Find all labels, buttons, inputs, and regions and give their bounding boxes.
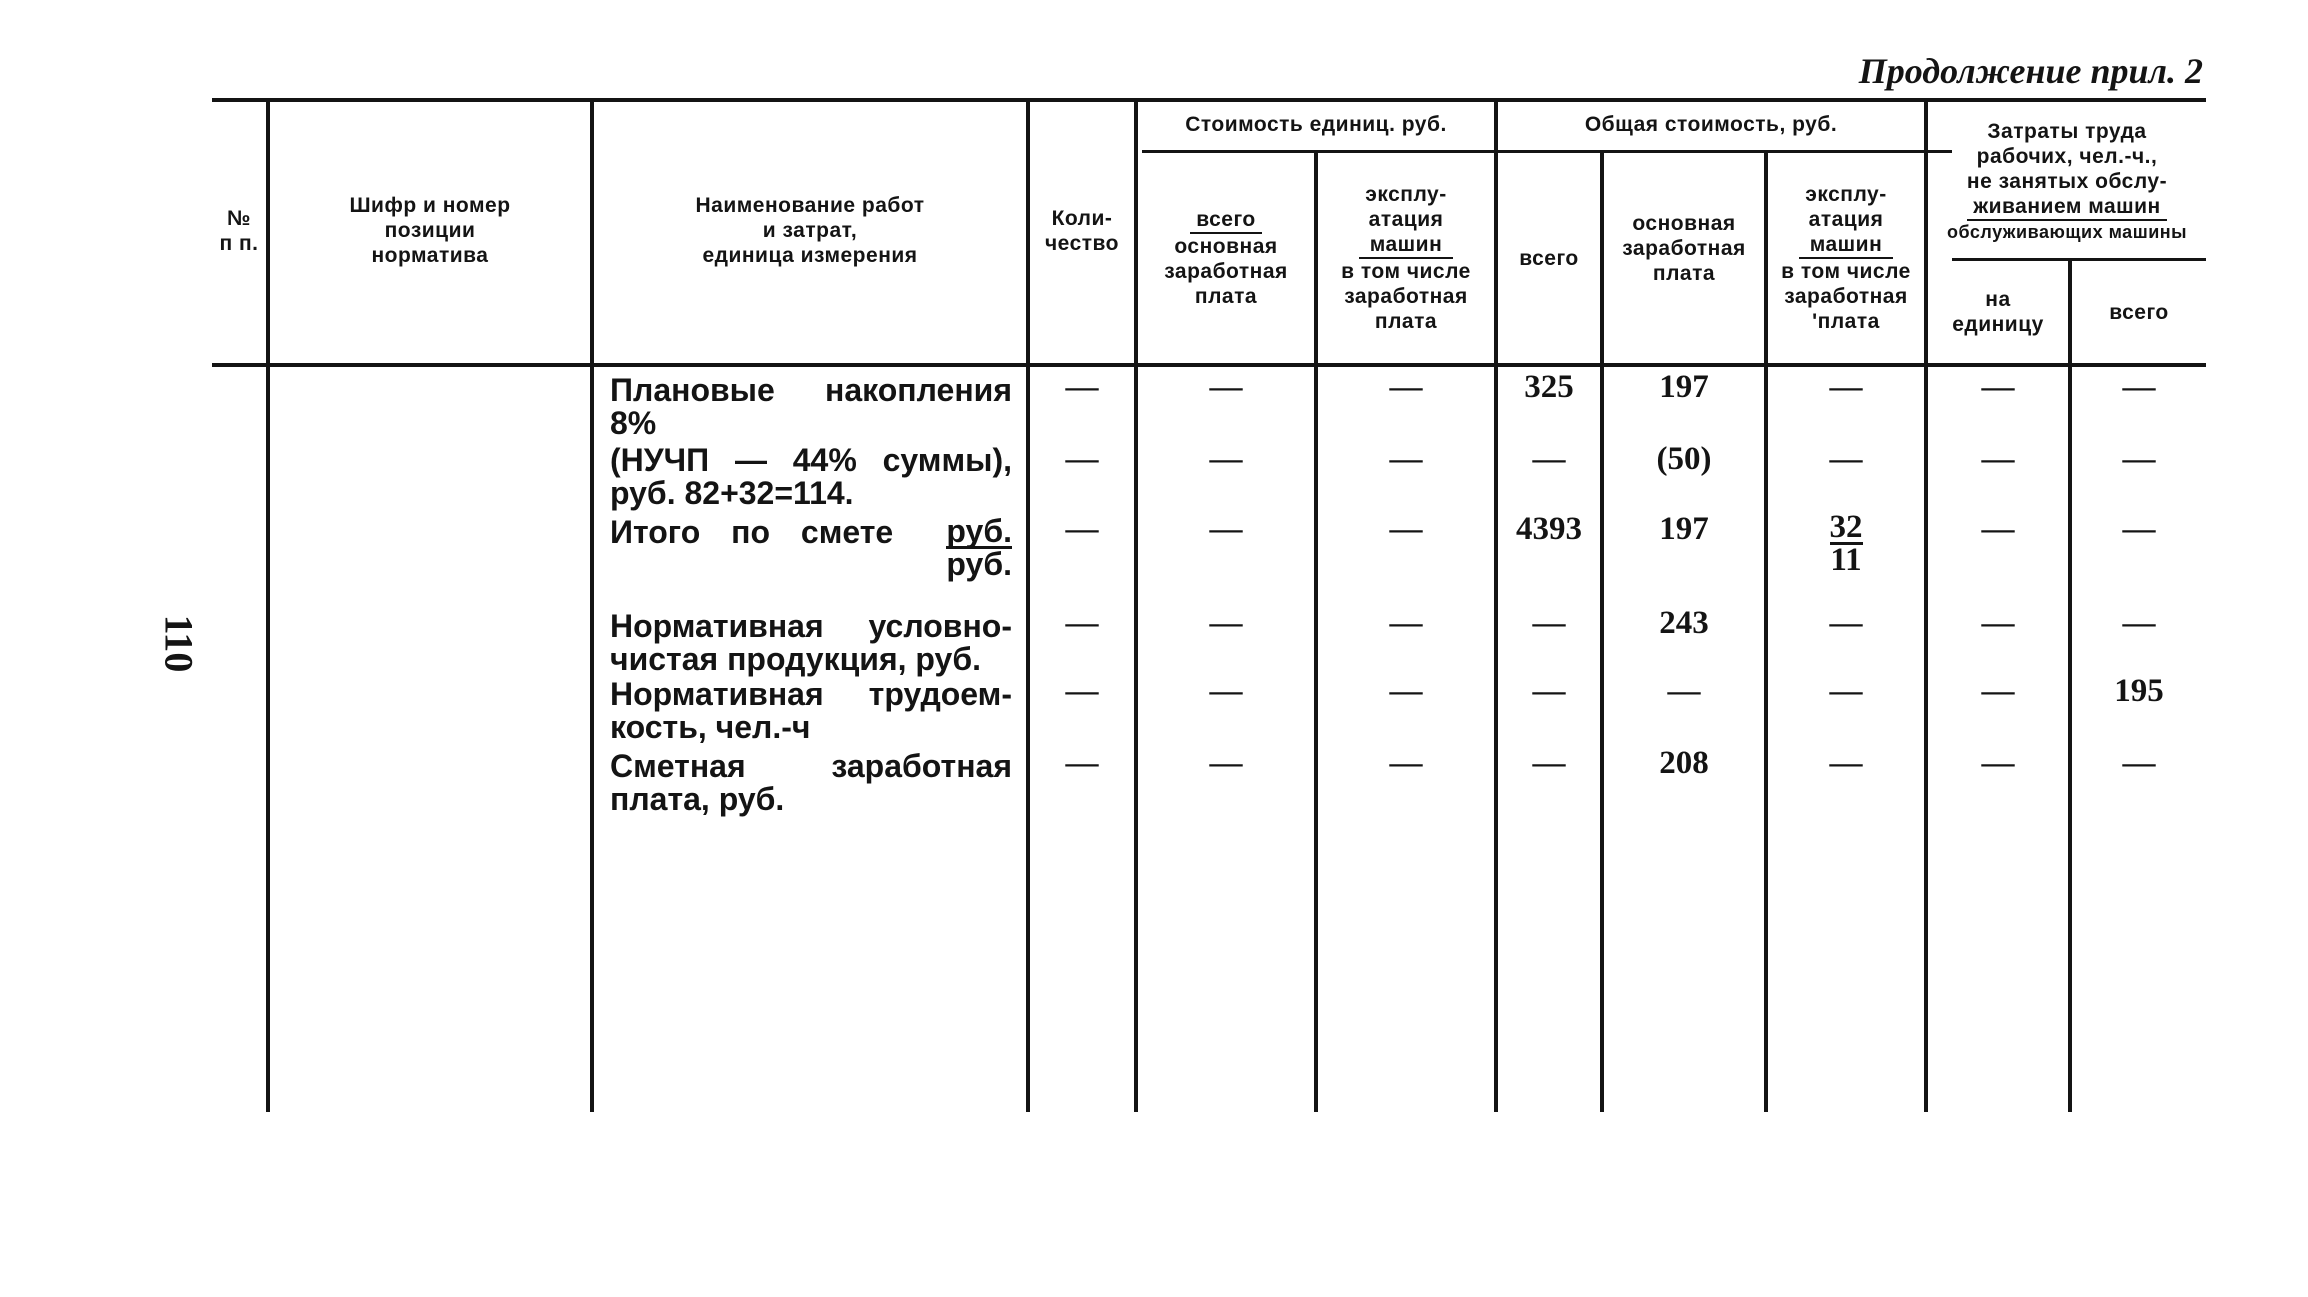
cell-qty: — [1065,511,1099,547]
header-unit-total [1138,153,1314,363]
cell-labor-all: 195 [2114,673,2164,709]
row-description-fraction-bottom: руб. [946,546,1012,582]
row-description: Сметная заработная плата, руб. [610,748,1012,817]
header-unit-cost-group: Стоимость единиц. руб. [1185,112,1447,136]
row-description: Плановые накопления 8% [610,372,1012,441]
cell-unit-machines: — [1389,745,1423,781]
header-labor-all: всего [2109,300,2169,324]
cell-total-machines-fraction [1829,509,1863,578]
estimate-table [212,98,2206,1112]
cell-total-wage: — [1667,673,1701,709]
cell-total-all: — [1532,605,1566,641]
cell-total-machines-fraction-bottom: 11 [1830,542,1862,578]
cell-labor-unit: — [1981,673,2015,709]
cell-unit-machines: — [1389,369,1423,405]
cell-total-wage: 243 [1659,605,1709,641]
cell-total-machines [1768,509,1924,578]
header-bottom-rule [212,363,2206,367]
header-unit-machines-top: эксплу- атация машин [1359,182,1452,259]
cell-total-wage: 208 [1659,745,1709,781]
cell-qty: — [1065,441,1099,477]
header-name: Наименование работ и затрат, единица измерения [695,194,925,267]
cell-labor-unit: — [1981,745,2015,781]
cell-total-machines: — [1829,673,1863,709]
cell-qty: — [1065,605,1099,641]
cell-labor-unit: — [1981,511,2015,547]
cell-labor-all: — [2122,605,2156,641]
header-quantity: Коли- чество [1044,206,1120,255]
cell-unit-machines: — [1389,511,1423,547]
header-total-all: всего [1519,246,1579,270]
cell-qty: — [1065,745,1099,781]
header-labor-group [1928,104,2206,258]
cell-qty: — [1065,369,1099,405]
cell-unit-total: — [1209,745,1243,781]
cell-unit-total: — [1209,441,1243,477]
cell-labor-all: — [2122,369,2156,405]
cell-total-machines: — [1829,441,1863,477]
row-description-fraction [946,513,1012,582]
header-labor-group-top: Затраты труда рабочих, чел.-ч., не занятых обслу- живанием машин [1967,119,2167,221]
cell-unit-total: — [1209,511,1243,547]
header-total-machines-bottom: в том числе заработная 'плата [1781,260,1911,333]
cell-total-all: 325 [1524,369,1574,405]
cell-total-wage: (50) [1656,441,1712,477]
header-total-machines [1768,153,1924,363]
cell-labor-unit: — [1981,605,2015,641]
row-description-main: Итого по смете [610,514,894,550]
header-labor-unit: на единицу [1952,288,2044,336]
row-description [610,513,1012,582]
page-number: 110 [156,614,202,673]
cell-unit-machines: — [1389,441,1423,477]
cell-labor-unit: — [1981,369,2015,405]
cell-total-all: — [1532,745,1566,781]
cell-total-machines: — [1829,605,1863,641]
header-code: Шифр и номер позиции норматива [349,194,511,267]
cell-unit-machines: — [1389,673,1423,709]
cell-labor-all: — [2122,745,2156,781]
cell-total-all: 4393 [1516,511,1582,547]
row-description: Нормативная трудоем-кость, чел.-ч [610,676,1012,745]
header-unit-total-bottom: основная заработная плата [1164,235,1288,308]
row-description: (НУЧП — 44% суммы), руб. 82+32=114. [610,442,1012,511]
row-description: Нормативная условно-чистая продукция, руб. [610,608,1012,677]
cell-qty: — [1065,673,1099,709]
cell-unit-total: — [1209,369,1243,405]
header-unit-machines-bottom: в том числе заработная плата [1341,260,1471,333]
cell-total-wage: 197 [1659,511,1709,547]
cell-total-machines: — [1829,369,1863,405]
cell-unit-total: — [1209,605,1243,641]
row-description-fraction-top: руб. [946,513,1012,549]
cell-labor-all: — [2122,511,2156,547]
cell-labor-all: — [2122,441,2156,477]
header-unit-machines [1318,153,1494,363]
continuation-caption: Продолжение прил. 2 [1858,51,2203,91]
cell-total-machines: — [1829,745,1863,781]
header-total-machines-top: эксплу- атация машин [1799,182,1892,259]
header-unit-total-top: всего [1190,207,1262,234]
cell-unit-machines: — [1389,605,1423,641]
cell-total-machines-fraction-top: 32 [1829,509,1863,545]
cell-labor-unit: — [1981,441,2015,477]
cell-total-wage: 197 [1659,369,1709,405]
header-total-cost-group: Общая стоимость, руб. [1584,112,1838,136]
header-num: № п п. [219,206,259,255]
cell-total-all: — [1532,673,1566,709]
header-labor-group-bottom: обслуживающих машины [1946,222,2188,242]
header-total-wage: основная заработная плата [1622,211,1746,285]
cell-unit-total: — [1209,673,1243,709]
cell-total-all: — [1532,441,1566,477]
